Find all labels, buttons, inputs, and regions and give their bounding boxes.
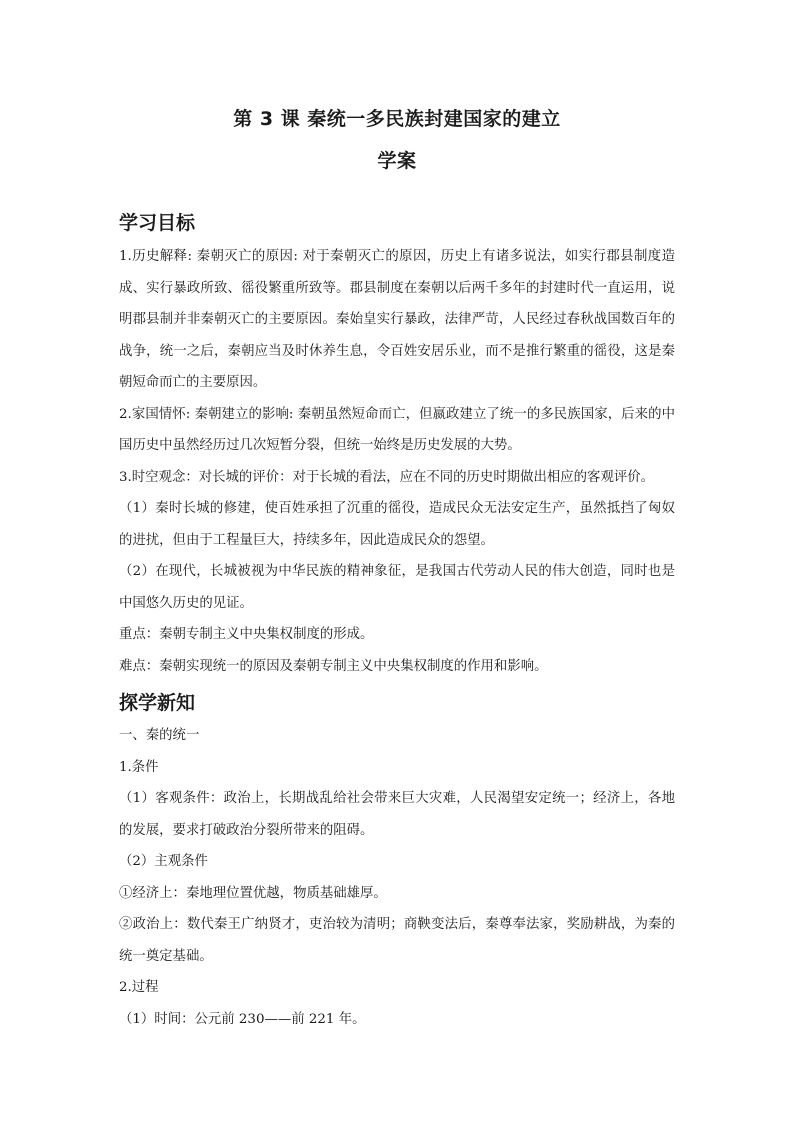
paragraph: 1.条件	[119, 759, 159, 775]
new-knowledge-body	[119, 720, 675, 1035]
paragraph: 重点：秦朝专制主义中央集权制度的形成。	[119, 627, 374, 642]
paragraph: 2.过程	[119, 980, 159, 995]
paragraph: （1）客观条件：政治上，长期战乱给社会带来巨大灾难，人民渴望安定统一；经济上，各地的发展，要求打破政治分裂所带来的阻碍。	[119, 791, 675, 838]
document-title: 第 3 课 秦统一多民族封建国家的建立	[233, 108, 561, 130]
paragraph: 2.家国情怀: 秦朝建立的影响: 秦朝虽然短命而亡，但嬴政建立了统一的多民族国家，后来的中国历史中虽然经历过几次短暂分裂，但统一始终是历史发展的大势。	[119, 406, 675, 453]
learning-goals-body	[119, 241, 675, 682]
paragraph: 3.时空观念：对长城的评价：对于长城的看法，应在不同的历史时期做出相应的客观评价。	[119, 469, 655, 485]
paragraph: ①经济上：秦地理位置优越，物质基础雄厚。	[119, 885, 387, 901]
paragraph: （2）在现代，长城被视为中华民族的精神象征，是我国古代劳动人民的伟大创造，同时也是中国悠久历史的见证。	[119, 564, 675, 611]
section-heading-new-knowledge: 探学新知	[119, 692, 196, 714]
paragraph: 难点：秦朝实现统一的原因及秦朝专制主义中央集权制度的作用和影响。	[119, 658, 548, 674]
paragraph: （2）主观条件	[119, 854, 208, 869]
paragraph: 1.历史解释: 秦朝灭亡的原因: 对于秦朝灭亡的原因，历史上有诸多说法，如实行郡县制度造成、实行暴政所致、徭役繁重所致等。郡县制度在秦朝以后两千多年的封建时代一直运用，说明郡县制并非秦朝灭亡的主要原因。秦始皇实行暴政，法律严苛，人民经过春秋战国数百年的战争，统一之后，秦朝应当及时休养生息，令百姓安居乐业，而不是推行繁重的徭役，这是秦朝短命而亡的主要原因。	[119, 249, 675, 390]
paragraph: 一、秦的统一	[119, 728, 200, 743]
paragraph: （1）时间：公元前 230——前 221 年。	[119, 1011, 366, 1027]
paragraph: ②政治上：数代秦王广纳贤才，吏治较为清明；商鞅变法后，秦尊奉法家，奖励耕战，为秦的统一奠定基础。	[119, 917, 675, 964]
document-subtitle: 学案	[377, 150, 417, 172]
section-heading-learning-goals: 学习目标	[119, 212, 196, 234]
paragraph: （1）秦时长城的修建，使百姓承担了沉重的徭役，造成民众无法安定生产，虽然抵挡了匈奴的进扰，但由于工程量巨大，持续多年，因此造成民众的怨望。	[119, 501, 675, 548]
